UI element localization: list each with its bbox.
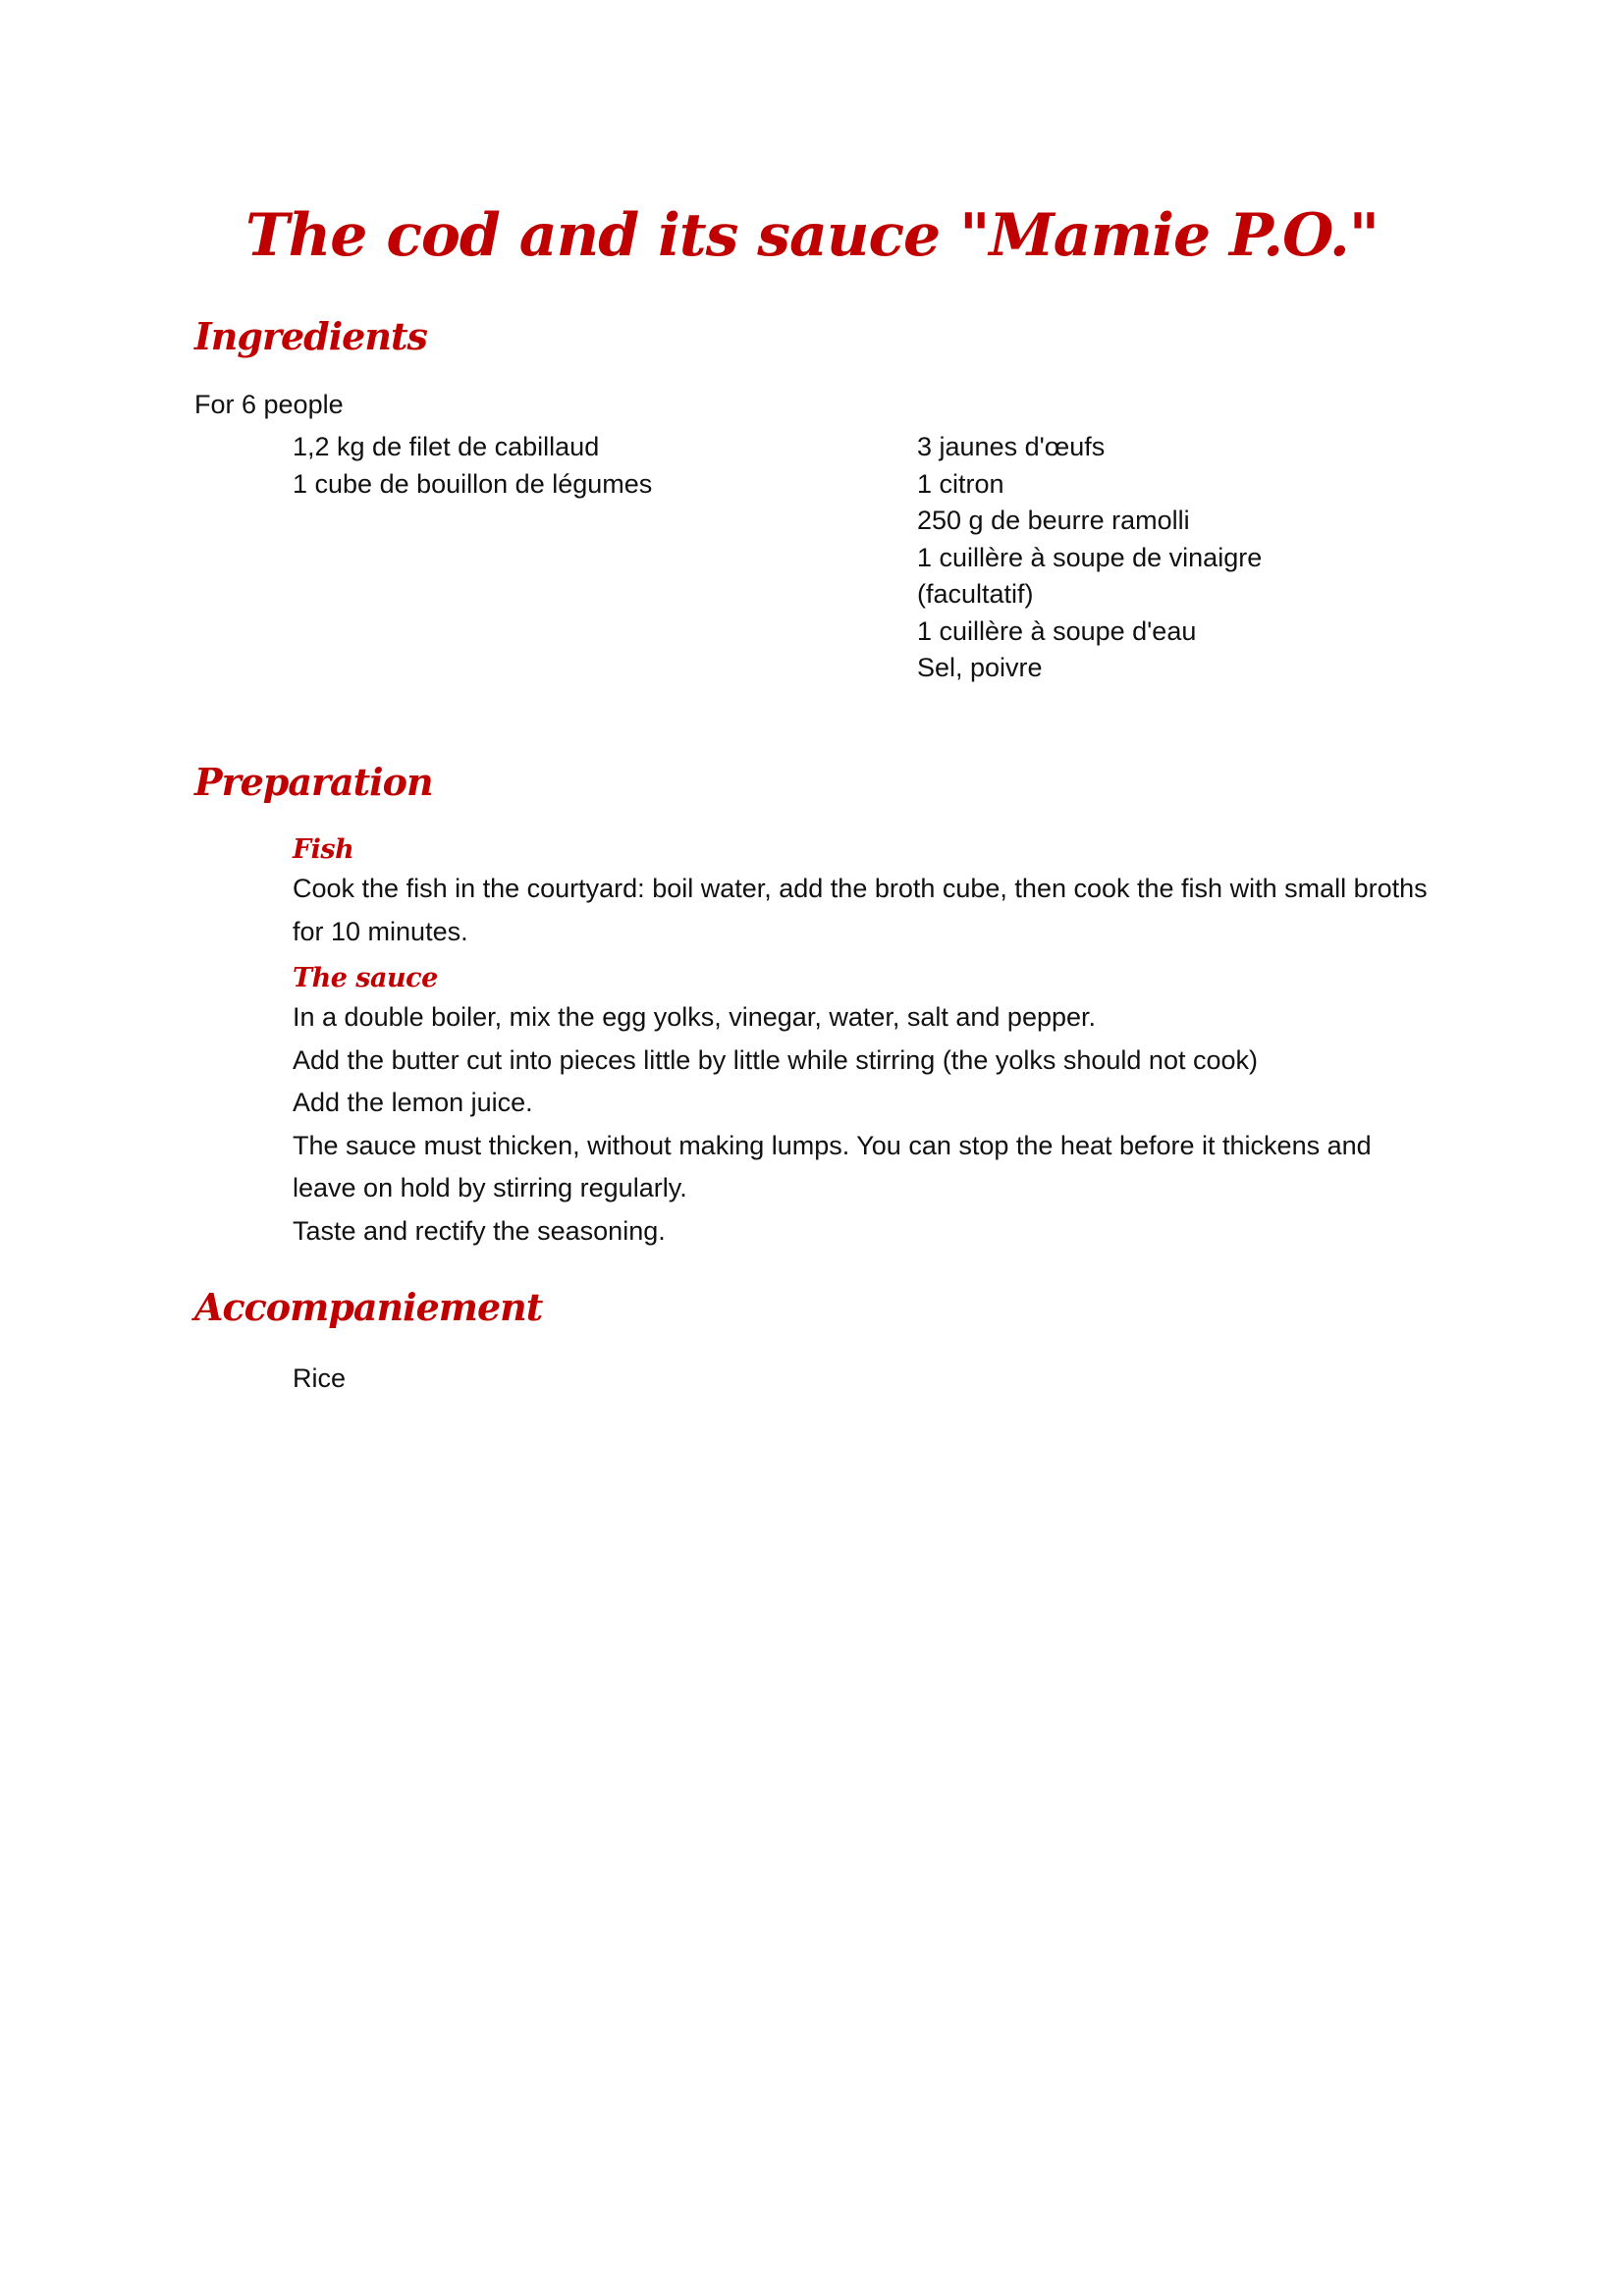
ingredient-item: 1 cube de bouillon de légumes — [293, 468, 653, 499]
ingredients-list-left — [293, 429, 652, 503]
fish-instructions — [293, 868, 1432, 953]
ingredient-item: 1 cuillère à soupe d'eau — [917, 615, 1197, 646]
servings-text: For 6 people — [194, 390, 344, 419]
ingredient-item: 1,2 kg de filet de cabillaud — [293, 432, 600, 461]
sauce-instructions — [293, 996, 1432, 1253]
instruction-line: Taste and rectify the seasoning. — [293, 1215, 666, 1246]
ingredient-item: 1 citron — [917, 468, 1004, 499]
preparation-heading: Preparation — [194, 760, 433, 804]
ingredient-item: Sel, poivre — [917, 653, 1043, 682]
recipe-title: The cod and its sauce "Mamie P.O." — [245, 201, 1379, 270]
instruction-line: Add the lemon juice. — [293, 1088, 533, 1117]
instruction-line: In a double boiler, mix the egg yolks, vinegar, water, salt and pepper. — [293, 1002, 1097, 1032]
fish-subheading: Fish — [293, 834, 354, 865]
accompaniment-text: Rice — [293, 1363, 347, 1393]
ingredient-item: 250 g de beurre ramolli — [917, 506, 1190, 535]
sauce-subheading: The sauce — [293, 963, 438, 993]
instruction-line: Add the butter cut into pieces little by little while stirring (the yolks should not cook) — [293, 1044, 1258, 1075]
accompaniment-heading: Accompaniement — [194, 1285, 543, 1329]
ingredients-list-right — [917, 429, 1262, 687]
ingredient-item: 3 jaunes d'œufs — [917, 432, 1106, 461]
ingredient-item: 1 cuillère à soupe de vinaigre — [917, 542, 1263, 572]
ingredients-heading: Ingredients — [194, 314, 427, 358]
ingredient-item: (facultatif) — [917, 579, 1034, 609]
instruction-line: The sauce must thicken, without making lumps. You can stop the heat before it thickens and leave on hold by stirring regularly. — [293, 1130, 1372, 1202]
instruction-line: Cook the fish in the courtyard: boil water, add the broth cube, then cook the fish with small broths for 10 minutes. — [293, 874, 1428, 946]
